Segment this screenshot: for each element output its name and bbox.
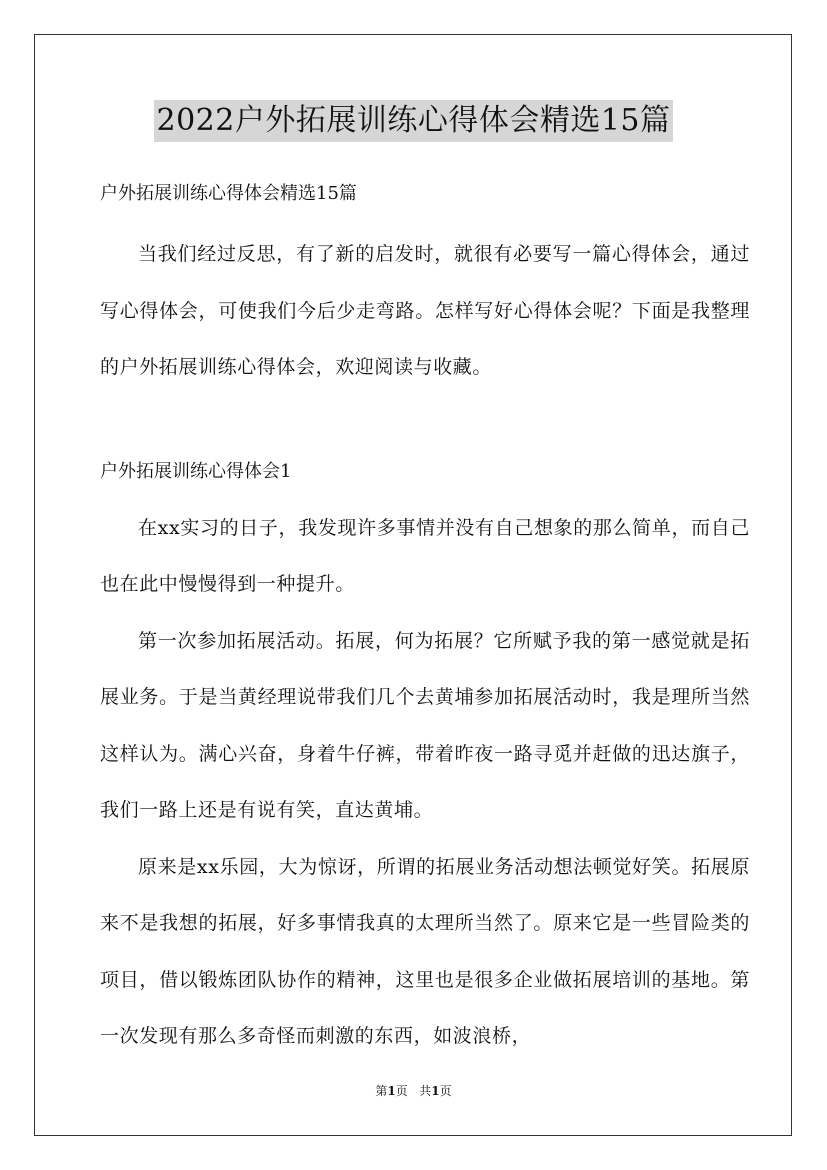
page-label-prefix: 第 — [375, 1084, 388, 1098]
body-paragraph: 在xx实习的日子，我发现许多事情并没有自己想象的那么简单，而自己也在此中慢慢得到一种提升。 — [100, 516, 750, 595]
total-label-prefix: 共 — [419, 1084, 432, 1098]
page-footer — [0, 1083, 827, 1099]
document-subtitle: 户外拓展训练心得体会精选15篇 — [100, 183, 357, 204]
page-label-suffix: 页 — [395, 1084, 408, 1098]
total-pages: 1 — [431, 1084, 440, 1098]
title-wrap — [0, 100, 827, 142]
section-spacer — [100, 396, 750, 450]
section-heading: 户外拓展训练心得体会1 — [100, 460, 292, 482]
document-title: 2022户外拓展训练心得体会精选15篇 — [154, 100, 672, 142]
document-body — [100, 172, 750, 1065]
page-number: 1 — [387, 1084, 396, 1098]
body-paragraph: 原来是xx乐园，大为惊讶，所谓的拓展业务活动想法顿觉好笑。拓展原来不是我想的拓展，好多事情我真的太理所当然了。原来它是一些冒险类的项目，借以锻炼团队协作的精神，这里也是很多企业做拓展培训的基地。第一次发现有那么多奇怪而刺激的东西，如波浪桥， — [100, 855, 750, 1047]
intro-paragraph: 当我们经过反思，有了新的启发时，就很有必要写一篇心得体会，通过写心得体会，可使我们今后少走弯路。怎样写好心得体会呢？下面是我整理的户外拓展训练心得体会，欢迎阅读与收藏。 — [100, 243, 750, 378]
body-paragraph: 第一次参加拓展活动。拓展，何为拓展？它所赋予我的第一感觉就是拓展业务。于是当黄经理说带我们几个去黄埔参加拓展活动时，我是理所当然这样认为。满心兴奋，身着牛仔裤，带着昨夜一路寻觅并赶做的迅达旗子，我们一路上还是有说有笑，直达黄埔。 — [100, 629, 750, 821]
total-label-suffix: 页 — [439, 1084, 452, 1098]
